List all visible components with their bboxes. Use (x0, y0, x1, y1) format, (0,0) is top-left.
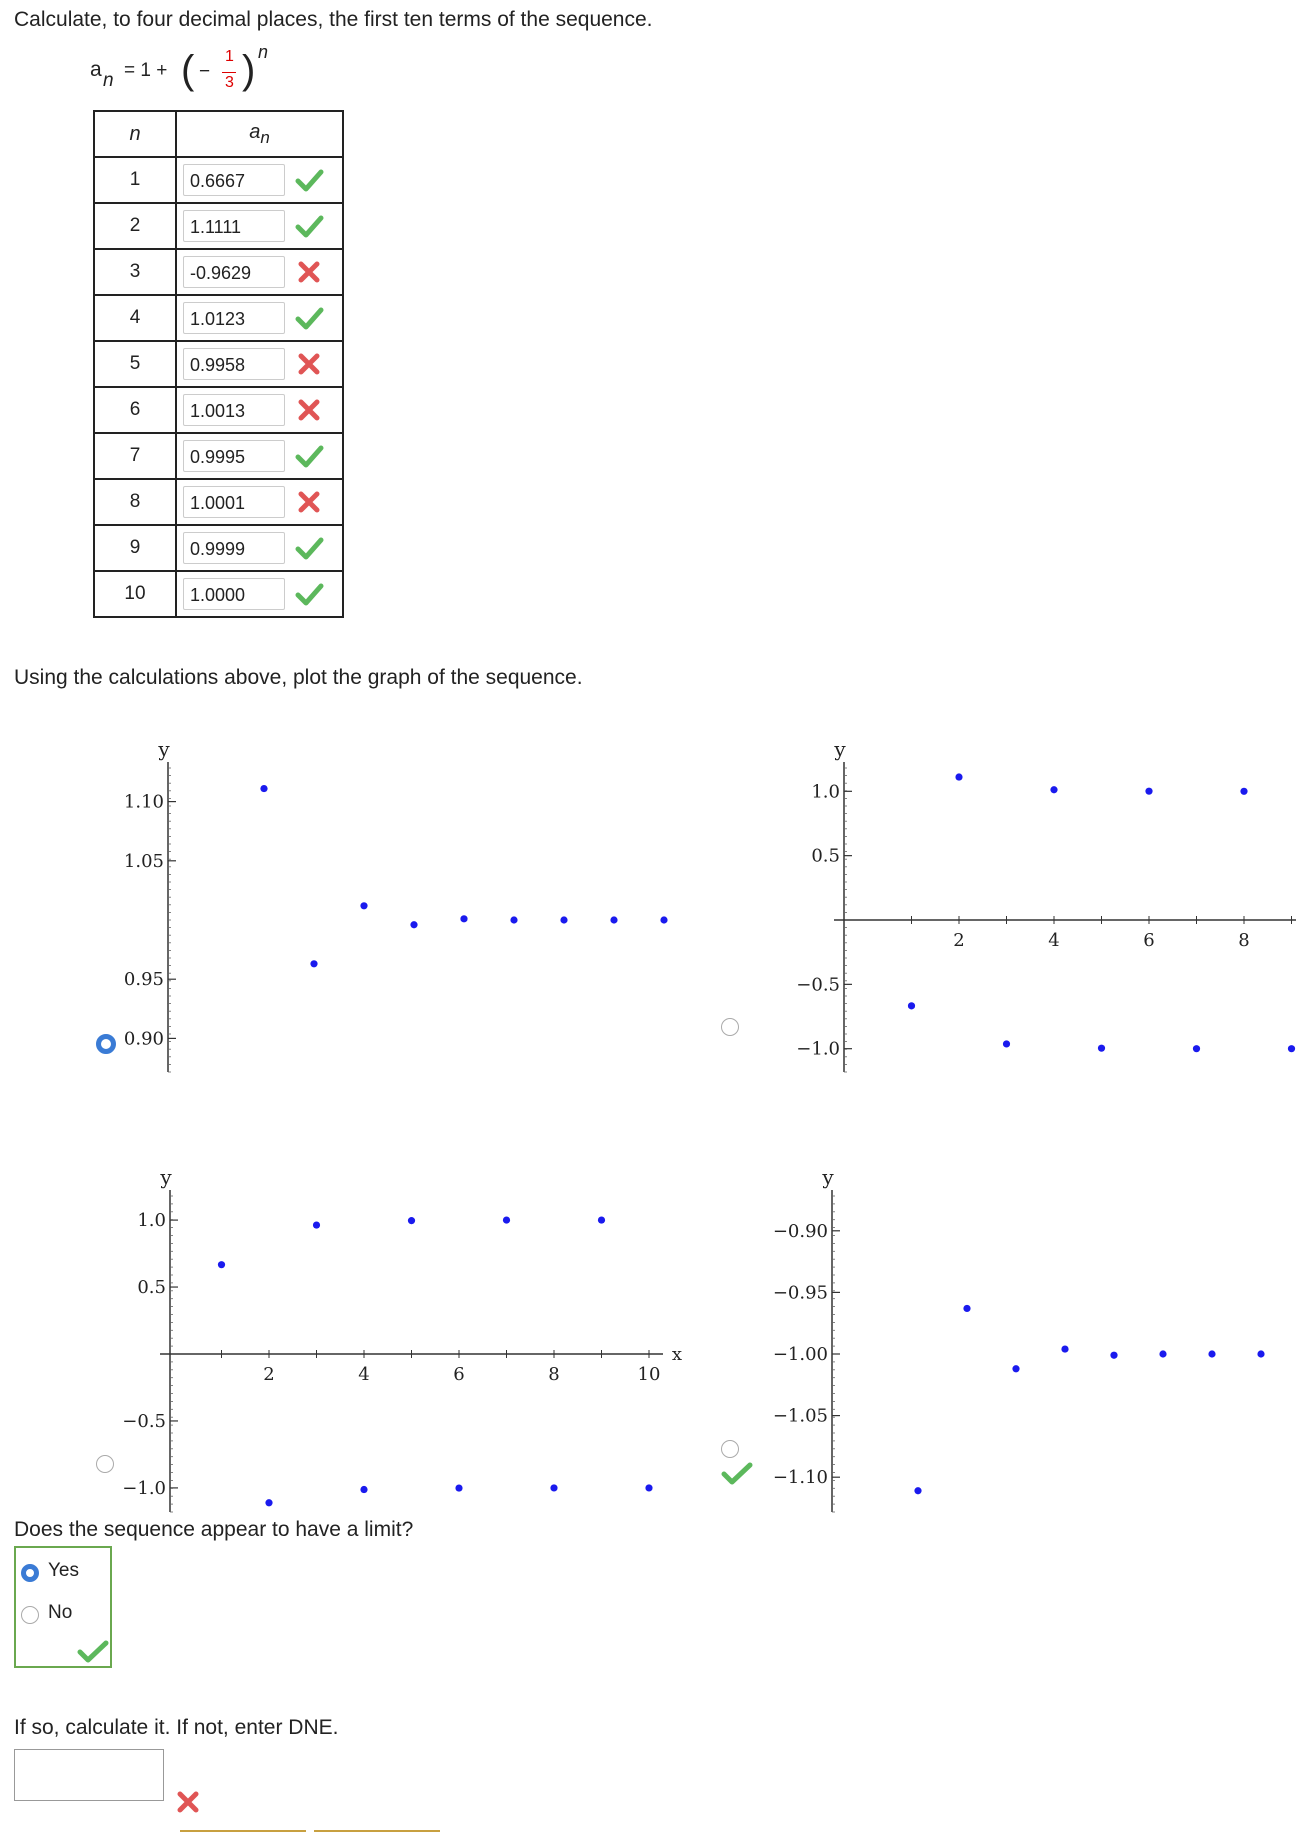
data-point (360, 1486, 367, 1493)
y-tick-label: 1.0 (811, 781, 840, 803)
data-point (1050, 786, 1057, 793)
check-icon (295, 442, 323, 470)
check-icon (295, 304, 323, 332)
row-an-cell (176, 295, 343, 341)
graph-option-d[interactable] (720, 1120, 1296, 1489)
limit-check-icon (78, 1640, 108, 1664)
data-point (550, 1484, 557, 1491)
x-tick-label: 8 (1238, 930, 1250, 951)
y-tick-label: 1.10 (123, 791, 164, 813)
data-point (914, 1487, 921, 1494)
y-tick-label: 1.0 (137, 1210, 166, 1232)
row-an-cell (176, 433, 343, 479)
y-tick-label: −1.10 (772, 1467, 828, 1489)
data-point (1288, 1045, 1295, 1052)
data-point (955, 773, 962, 780)
data-point (908, 1002, 915, 1009)
row-an-cell (176, 479, 343, 525)
table-row (94, 525, 343, 571)
formula-exponent: n (258, 42, 269, 62)
row-an-cell (176, 387, 343, 433)
an-input[interactable]: 0.6667 (183, 164, 285, 196)
data-point (598, 1216, 605, 1223)
submit-button[interactable] (180, 1830, 306, 1842)
limit-yes-label[interactable]: Yes (48, 1560, 79, 1581)
data-point (260, 785, 267, 792)
an-input[interactable]: 1.0000 (183, 578, 285, 610)
x-tick-label: 2 (953, 930, 965, 951)
sequence-formula (90, 42, 310, 100)
plot-question: Using the calculations above, plot the graph of the sequence. (14, 666, 583, 689)
data-point (218, 1261, 225, 1268)
row-n: 8 (94, 479, 176, 525)
data-point (510, 916, 517, 923)
x-tick-label: 10 (637, 1364, 661, 1385)
data-point (460, 915, 467, 922)
column-header-an: $a_n$ (176, 111, 343, 157)
y-tick-label: 0.5 (811, 845, 840, 867)
y-axis-label: y (822, 1165, 834, 1189)
y-axis-label: y (158, 737, 170, 761)
data-point (560, 916, 567, 923)
save-button[interactable] (314, 1830, 440, 1842)
data-point (265, 1499, 272, 1506)
cross-icon (295, 488, 323, 516)
formula-numerator: 1 (225, 48, 234, 65)
check-icon (295, 166, 323, 194)
an-input[interactable]: 1.0001 (183, 486, 285, 518)
x-tick-label: 4 (358, 1364, 370, 1385)
row-an-cell (176, 525, 343, 571)
x-tick-label: 8 (548, 1364, 560, 1385)
row-n: 1 (94, 157, 176, 203)
data-point (1159, 1350, 1166, 1357)
table-row (94, 433, 343, 479)
x-axis-label: x (671, 1344, 683, 1365)
data-point (1240, 788, 1247, 795)
check-icon (295, 580, 323, 608)
formula-minus: − (199, 61, 211, 82)
y-tick-label: −1.0 (796, 1038, 840, 1060)
data-point (963, 1305, 970, 1312)
graph-option-d-radio[interactable] (721, 1440, 739, 1458)
data-point (1193, 1045, 1200, 1052)
graph-option-a-radio[interactable] (96, 1034, 116, 1054)
formula-fraction-bar (222, 72, 236, 73)
limit-answer-cross-icon (176, 1790, 200, 1814)
an-input[interactable]: 0.9999 (183, 532, 285, 564)
y-tick-label: −1.0 (122, 1477, 166, 1499)
an-input[interactable]: 1.0013 (183, 394, 285, 426)
limit-answer-input[interactable] (14, 1749, 164, 1801)
data-point (660, 916, 667, 923)
data-point (455, 1484, 462, 1491)
row-n: 3 (94, 249, 176, 295)
data-point (503, 1216, 510, 1223)
graph-option-c-radio[interactable] (96, 1455, 114, 1473)
y-tick-label: −0.90 (772, 1220, 828, 1242)
data-point (410, 921, 417, 928)
x-tick-label: 6 (453, 1364, 465, 1385)
an-input[interactable]: 0.9958 (183, 348, 285, 380)
table-row (94, 479, 343, 525)
y-tick-label: 0.90 (123, 1028, 164, 1050)
x-tick-label: 4 (1048, 930, 1060, 951)
row-an-cell (176, 157, 343, 203)
question-text: Calculate, to four decimal places, the first ten terms of the sequence. (14, 8, 653, 31)
formula-lparen: ( (181, 48, 195, 92)
y-tick-label: −0.95 (772, 1282, 828, 1304)
formula-sub: n (103, 70, 114, 91)
limit-yes-radio[interactable] (21, 1564, 39, 1582)
check-icon (295, 212, 323, 240)
graph-option-d-check-icon (722, 1462, 752, 1486)
an-input[interactable]: 1.0123 (183, 302, 285, 334)
y-tick-label: 1.05 (123, 850, 164, 872)
row-an-cell (176, 341, 343, 387)
row-an-cell (176, 203, 343, 249)
table-row (94, 203, 343, 249)
limit-no-radio[interactable] (21, 1606, 39, 1624)
formula-var: a (90, 58, 102, 81)
limit-question: Does the sequence appear to have a limit? (14, 1518, 414, 1541)
row-n: 7 (94, 433, 176, 479)
data-point (1061, 1345, 1068, 1352)
data-point (1145, 788, 1152, 795)
data-point (408, 1217, 415, 1224)
row-n: 4 (94, 295, 176, 341)
sequence-table (93, 110, 344, 618)
y-tick-label: −1.05 (772, 1405, 828, 1427)
y-tick-label: 0.95 (123, 969, 164, 991)
row-n: 5 (94, 341, 176, 387)
an-input[interactable]: 1.1111 (183, 210, 285, 242)
row-an-cell (176, 249, 343, 295)
data-point (360, 902, 367, 909)
data-point (1110, 1352, 1117, 1359)
column-header-n: n (94, 111, 176, 157)
cross-icon (295, 350, 323, 378)
y-axis-label: y (834, 737, 846, 761)
data-point (1098, 1045, 1105, 1052)
graph-option-b[interactable] (720, 700, 1296, 1060)
graph-option-b-radio[interactable] (721, 1018, 739, 1036)
row-n: 2 (94, 203, 176, 249)
row-n: 10 (94, 571, 176, 617)
x-tick-label: 2 (263, 1364, 275, 1385)
y-axis-label: y (160, 1165, 172, 1189)
table-row (94, 295, 343, 341)
check-icon (295, 534, 323, 562)
an-input[interactable]: 0.9995 (183, 440, 285, 472)
an-input[interactable]: -0.9629 (183, 256, 285, 288)
data-point (1208, 1350, 1215, 1357)
table-row (94, 157, 343, 203)
formula-rhs: = 1 + (124, 60, 168, 81)
table-row (94, 249, 343, 295)
table-row (94, 341, 343, 387)
y-tick-label: 0.5 (137, 1277, 166, 1299)
data-point (1257, 1350, 1264, 1357)
calculate-question: If so, calculate it. If not, enter DNE. (14, 1716, 339, 1739)
graph-option-c[interactable] (0, 1120, 720, 1499)
cross-icon (295, 396, 323, 424)
table-row (94, 571, 343, 617)
data-point (310, 960, 317, 967)
y-tick-label: −0.5 (796, 974, 840, 996)
y-tick-label: −1.00 (772, 1344, 828, 1365)
data-point (313, 1221, 320, 1228)
row-n: 9 (94, 525, 176, 571)
row-an-cell (176, 571, 343, 617)
data-point (610, 916, 617, 923)
y-tick-label: −0.5 (122, 1410, 166, 1432)
row-n: 6 (94, 387, 176, 433)
x-tick-label: 6 (1143, 930, 1155, 951)
table-row (94, 387, 343, 433)
graph-option-a[interactable] (0, 700, 720, 1060)
limit-no-label[interactable]: No (48, 1602, 73, 1623)
data-point (1003, 1040, 1010, 1047)
formula-rparen: ) (242, 48, 256, 92)
data-point (1012, 1365, 1019, 1372)
data-point (645, 1484, 652, 1491)
formula-denominator: 3 (225, 74, 234, 91)
cross-icon (295, 258, 323, 286)
